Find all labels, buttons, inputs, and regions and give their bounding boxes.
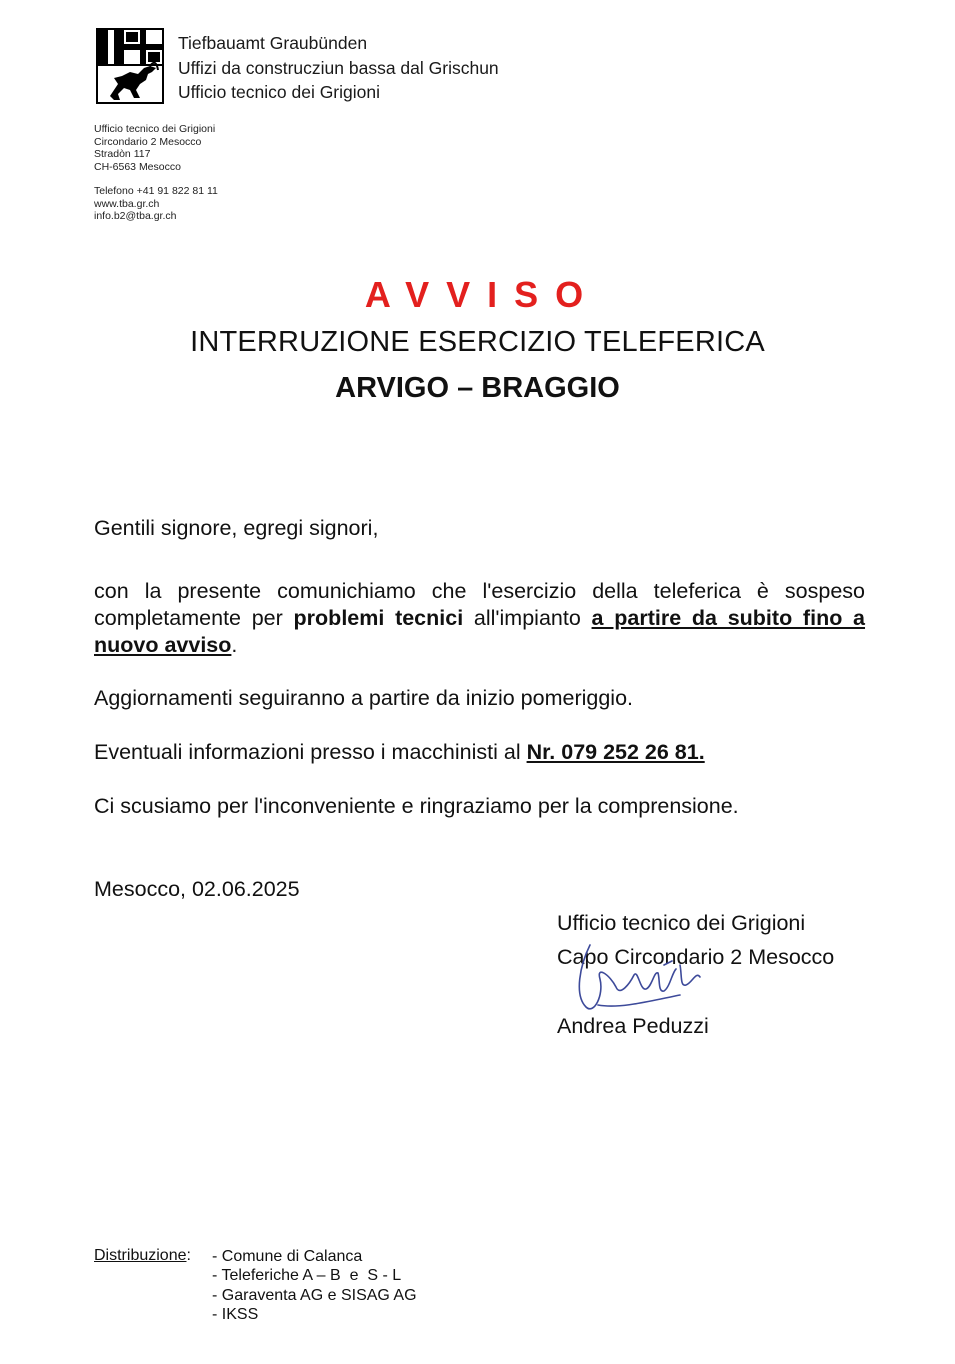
org-name-it: Ufficio tecnico dei Grigioni xyxy=(178,82,380,102)
distribution-colon: : xyxy=(186,1247,191,1264)
paragraph-text: . xyxy=(231,633,238,657)
org-name-de: Tiefbauamt Graubünden xyxy=(178,33,368,53)
coat-of-arms-logo xyxy=(96,28,164,104)
phone-number: Nr. 079 252 26 81. xyxy=(526,740,705,764)
notice-heading: AVVISO xyxy=(364,274,601,315)
paragraph-text: all'impianto xyxy=(463,606,592,630)
address-line: Stradòn 117 xyxy=(94,148,151,160)
signatory-name: Andrea Peduzzi xyxy=(557,1014,709,1038)
paragraph-text: Eventuali informazioni presso i macchinisti al xyxy=(94,740,527,764)
greeting: Gentili signore, egregi signori, xyxy=(94,516,379,540)
paragraph-apology: Ci scusiamo per l'inconveniente e ringraziamo per la comprensione. xyxy=(94,794,739,818)
emphasis-technical-problems: problemi tecnici xyxy=(293,606,464,630)
paragraph-contact xyxy=(94,739,865,766)
distribution-label-text: Distribuzione xyxy=(94,1247,187,1264)
distribution-item: - IKSS xyxy=(212,1305,259,1323)
distribution-item: - Comune di Calanca xyxy=(212,1248,363,1265)
address-line: CH-6563 Mesocco xyxy=(94,160,181,173)
signature-office: Ufficio tecnico dei Grigioni xyxy=(557,911,806,935)
org-name-rm: Uffizi da construcziun bassa dal Grischun xyxy=(178,57,499,78)
contact-email: info.b2@tba.gr.ch xyxy=(94,210,177,222)
address-line: Ufficio tecnico dei Grigioni xyxy=(94,123,216,135)
organization-names xyxy=(178,31,499,105)
paragraph-suspension xyxy=(94,578,865,659)
place-date: Mesocco, 02.06.2025 xyxy=(94,877,300,901)
signature-role: Capo Circondario 2 Mesocco xyxy=(557,945,835,969)
distribution-item: - Garaventa AG e SISAG AG xyxy=(212,1286,417,1304)
address-line: Circondario 2 Mesocco xyxy=(94,135,202,148)
distribution-list xyxy=(212,1247,417,1324)
contact-phone: Telefono +41 91 822 81 11 xyxy=(94,185,218,197)
cableway-route: ARVIGO – BRAGGIO xyxy=(335,372,620,404)
contact-website: www.tba.gr.ch xyxy=(94,197,160,210)
distribution-item: - Teleferiche A – B e S - L xyxy=(212,1267,402,1285)
paragraph-text: con la presente comunichiamo che l'esercizio della teleferica è sospeso completamente per xyxy=(94,579,865,630)
distribution-label xyxy=(94,1247,191,1265)
emphasis-until-notice: a partire da subito fino a nuovo avviso xyxy=(94,606,866,657)
handwritten-signature xyxy=(560,935,720,1025)
paragraph-updates: Aggiornamenti seguiranno a partire da inizio pomeriggio. xyxy=(94,686,634,710)
notice-subtitle: INTERRUZIONE ESERCIZIO TELEFERICA xyxy=(190,326,765,358)
sender-address xyxy=(94,123,218,223)
